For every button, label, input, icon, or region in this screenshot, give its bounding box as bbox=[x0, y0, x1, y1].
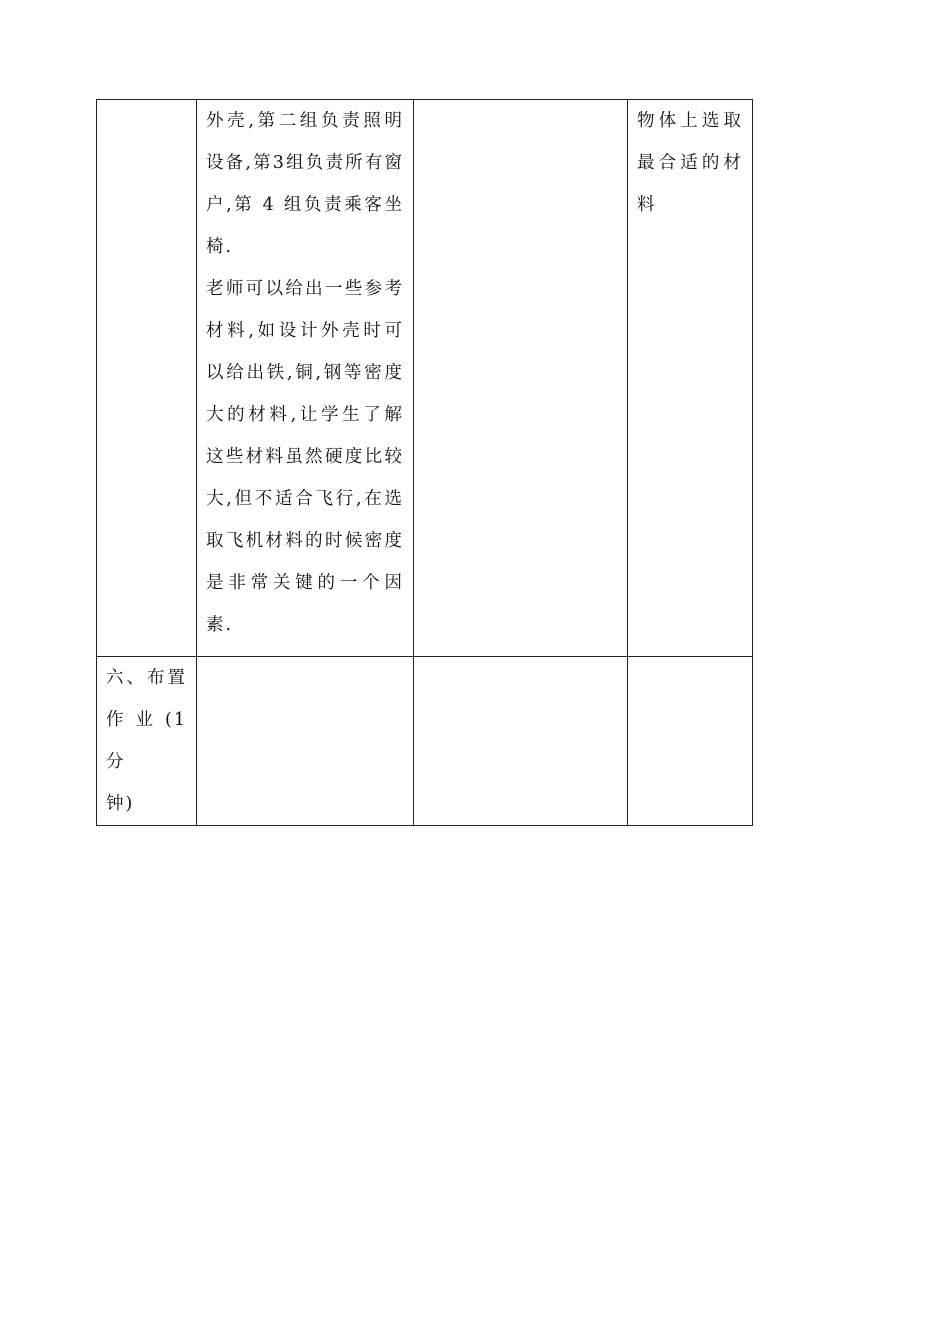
text-line: 设备,第3组负责所有窗 bbox=[206, 153, 404, 173]
text-line: 素. bbox=[206, 615, 234, 635]
text-line: 大的材料,让学生了解 bbox=[206, 405, 404, 425]
text-line: 是非常关键的一个因 bbox=[206, 573, 404, 593]
text-line: 料 bbox=[637, 195, 657, 215]
text-line: 物体上选取 bbox=[637, 111, 743, 131]
text-line: 外壳,第二组负责照明 bbox=[206, 111, 404, 131]
stage-cell bbox=[97, 100, 197, 657]
text-line: 户,第 4 组负责乘客坐 bbox=[206, 195, 404, 215]
design-intent-cell bbox=[628, 100, 753, 657]
text-line: 取飞机材料的时候密度 bbox=[206, 531, 404, 551]
teacher-activity-cell bbox=[197, 657, 414, 826]
table-row bbox=[97, 100, 753, 657]
student-activity-cell bbox=[414, 100, 628, 657]
text-line: 作业(1 分 bbox=[106, 710, 187, 772]
student-activity-cell bbox=[414, 657, 628, 826]
text-line: 椅. bbox=[206, 237, 234, 257]
text-line: 钟) bbox=[106, 794, 135, 814]
teacher-activity-cell bbox=[197, 100, 414, 657]
text-line: 六、布置 bbox=[106, 668, 187, 688]
text-line: 以给出铁,铜,钢等密度 bbox=[206, 363, 404, 383]
text-line: 最合适的材 bbox=[637, 153, 743, 173]
text-line: 材料,如设计外壳时可 bbox=[206, 321, 404, 341]
table-row bbox=[97, 657, 753, 826]
text-line: 老师可以给出一些参考 bbox=[206, 279, 404, 299]
lesson-plan-table bbox=[96, 99, 753, 826]
design-intent-cell bbox=[628, 657, 753, 826]
text-line: 大,但不适合飞行,在选 bbox=[206, 489, 404, 509]
text-line: 这些材料虽然硬度比较 bbox=[206, 447, 404, 467]
stage-cell bbox=[97, 657, 197, 826]
